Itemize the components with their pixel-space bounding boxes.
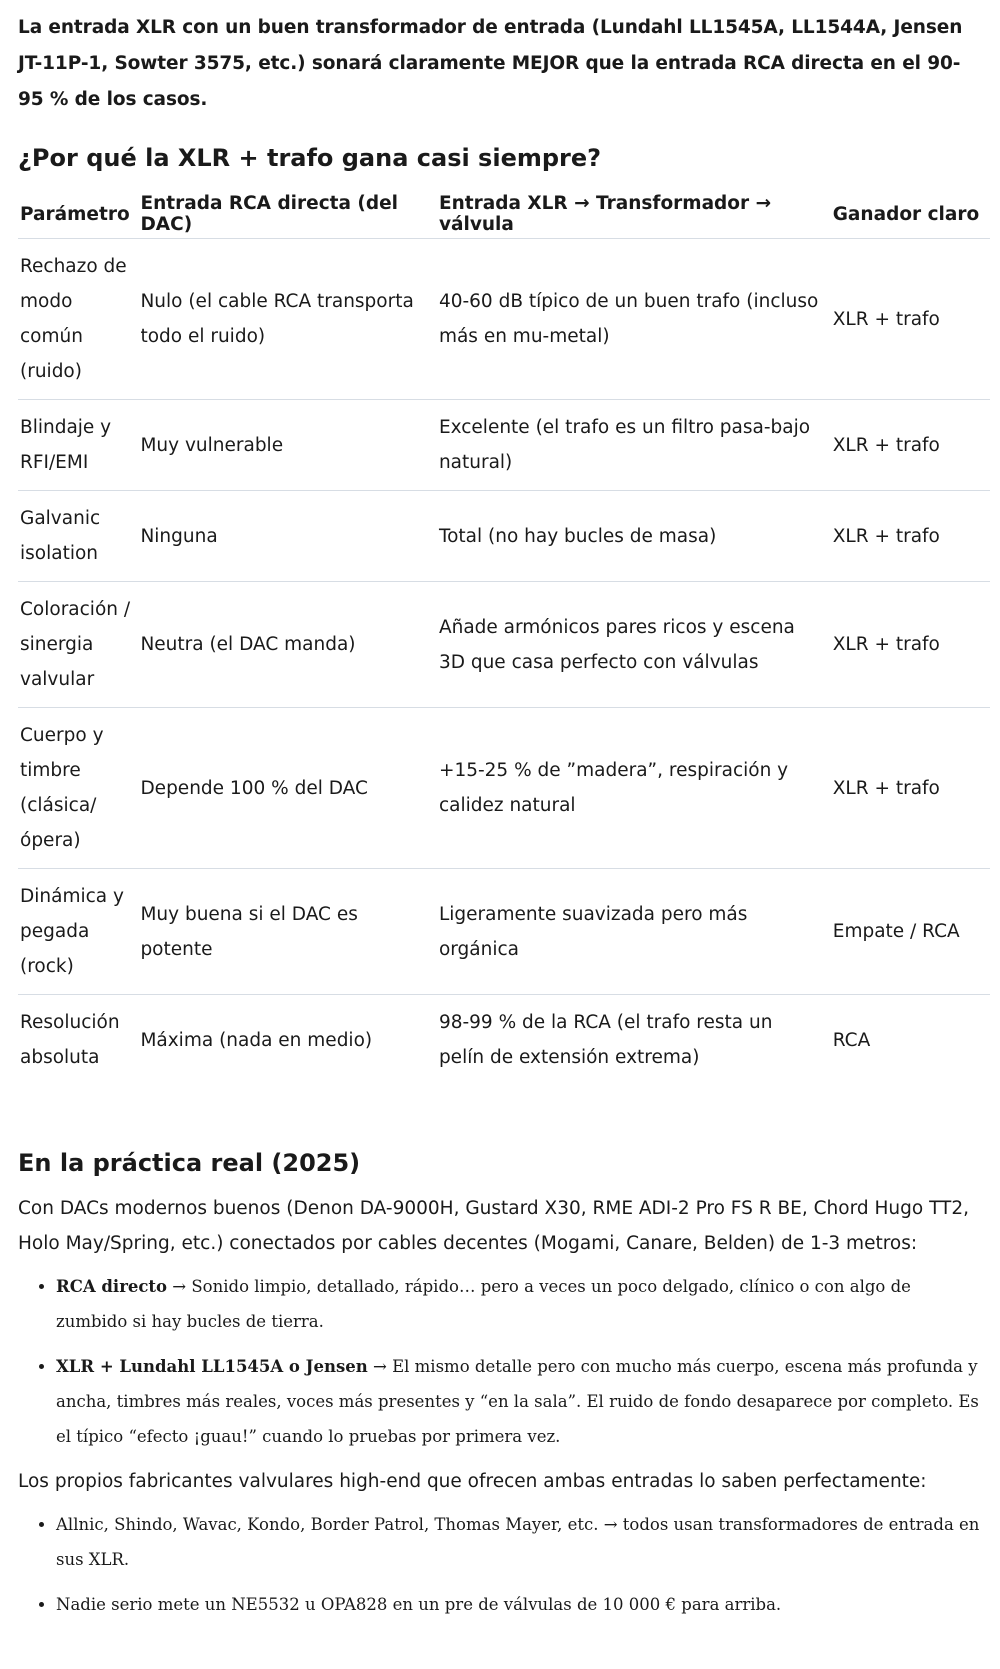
list-item-text: → El mismo detalle pero con mucho más cuerpo, escena más profunda y ancha, timbres más reales, voces más presentes y “en la sala”. El ruido de fondo desaparece por completo. Es el típico “efecto ¡guau!” cuando lo pruebas por primera vez. — [56, 1357, 979, 1446]
list-item — [56, 1269, 982, 1339]
table-header-row — [18, 190, 990, 239]
table-cell: Resolución absoluta — [20, 1012, 120, 1068]
table-cell: Depende 100 % del DAC — [138, 708, 437, 869]
table-cell: Galvanic isolation — [18, 491, 138, 582]
intro-paragraph: La entrada XLR con un buen transformador de entrada (Lundahl LL1545A, LL1544A, Jensen JT-11P-1, Sowter 3575, etc.) sonará claramente MEJOR que la entrada RCA directa en el 90-95 % de los casos. — [18, 17, 963, 110]
table-cell: XLR + trafo — [831, 582, 990, 708]
table-cell: Ligeramente suavizada pero más orgánica — [437, 869, 831, 995]
table-row — [18, 869, 990, 995]
table-cell: Muy buena si el DAC es potente — [138, 869, 437, 995]
table-cell: Ninguna — [138, 491, 437, 582]
table-cell: XLR + trafo — [831, 491, 990, 582]
table-row — [18, 239, 990, 400]
table-cell: Añade armónicos pares ricos y escena 3D que casa perfecto con válvulas — [437, 582, 831, 708]
practice-list — [18, 1269, 982, 1454]
table-row — [18, 582, 990, 708]
table-cell: XLR + trafo — [831, 400, 990, 491]
table-cell: Cuerpo y timbre (clásica/ ópera) — [18, 708, 138, 869]
table-row — [18, 400, 990, 491]
makers-list — [18, 1507, 982, 1622]
table-cell: Nulo (el cable RCA transporta todo el ruido) — [138, 239, 437, 400]
list-item-bold: RCA directo — [56, 1277, 168, 1296]
column-header: Parámetro — [18, 190, 138, 239]
table-row — [18, 995, 990, 1086]
list-item — [56, 1349, 982, 1454]
comparison-table — [18, 190, 990, 1085]
table-cell: Empate / RCA — [831, 869, 990, 995]
table-cell: 40-60 dB típico de un buen trafo (incluso más en mu-metal) — [437, 239, 831, 400]
table-cell: XLR + trafo — [831, 708, 990, 869]
column-header: Entrada RCA directa (del DAC) — [138, 190, 437, 239]
table-cell: Rechazo de modo común (ruido) — [18, 239, 138, 400]
makers-paragraph: Los propios fabricantes valvulares high-end que ofrecen ambas entradas lo saben perfectamente: — [18, 1471, 927, 1492]
practice-paragraph: Con DACs modernos buenos (Denon DA-9000H, Gustard X30, RME ADI-2 Pro FS R BE, Chord Hugo TT2, Holo May/Spring, etc.) conectados por cables decentes (Mogami, Canare, Belden) de 1-3 metros: — [18, 1198, 969, 1254]
list-item: • Nadie serio mete un NE5532 u OPA828 en un pre de válvulas de 10 000 € para arriba. — [56, 1587, 982, 1622]
table-row — [18, 708, 990, 869]
table-cell: Dinámica y pegada (rock) — [18, 869, 138, 995]
table-cell: +15-25 % de ”madera”, respiración y calidez natural — [437, 708, 831, 869]
table-cell: Blindaje y RFI/EMI — [18, 400, 138, 491]
table-cell: Excelente (el trafo es un filtro pasa-bajo natural) — [437, 400, 831, 491]
list-item-bold: XLR + Lundahl LL1545A o Jensen — [56, 1357, 368, 1376]
table-cell: Coloración / sinergia valvular — [18, 582, 138, 708]
table-cell: Total (no hay bucles de masa) — [437, 491, 831, 582]
table-cell: RCA — [832, 1029, 871, 1051]
table-cell: 98-99 % de la RCA (el trafo resta un pelín de extensión extrema) — [438, 1012, 773, 1068]
table-cell: XLR + trafo — [831, 239, 990, 400]
section-heading-practice: En la práctica real (2025) — [18, 1149, 361, 1177]
table-row — [18, 491, 990, 582]
section-heading-why: ¿Por qué la XLR + trafo gana casi siempre? — [18, 144, 602, 172]
list-item: • Allnic, Shindo, Wavac, Kondo, Border Patrol, Thomas Mayer, etc. → todos usan transformadores de entrada en sus XLR. — [56, 1507, 982, 1577]
column-header: Entrada XLR → Transformador → válvula — [437, 190, 831, 239]
column-header: Ganador claro — [831, 190, 990, 239]
list-item-text: → Sonido limpio, detallado, rápido… pero a veces un poco delgado, clínico o con algo de zumbido si hay bucles de tierra. — [56, 1277, 911, 1331]
table-cell: Neutra (el DAC manda) — [138, 582, 437, 708]
table-cell: Máxima (nada en medio) — [140, 1029, 373, 1051]
table-cell: Muy vulnerable — [138, 400, 437, 491]
